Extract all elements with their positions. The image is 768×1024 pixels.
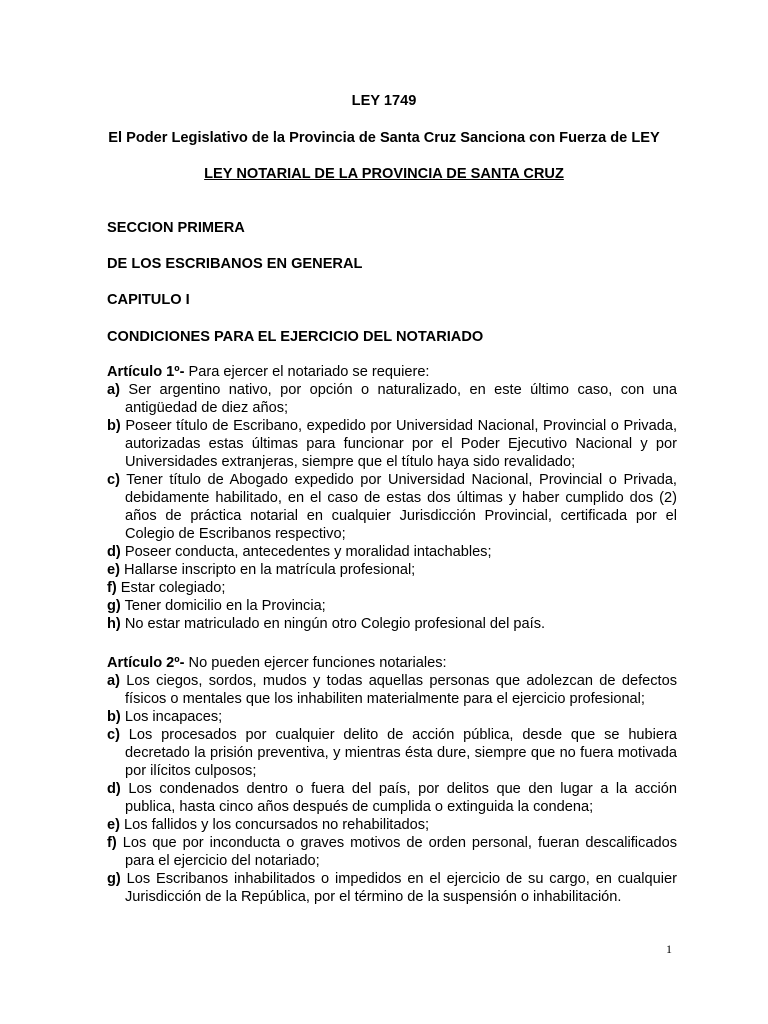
section-heading: SECCION PRIMERA xyxy=(107,220,245,236)
article-1-item-a xyxy=(107,381,677,417)
item-text: Los fallidos y los concursados no rehabilitados; xyxy=(119,817,430,833)
article-2-item-c xyxy=(107,726,677,780)
article-2-item-a xyxy=(107,672,677,708)
article-2 xyxy=(107,654,677,906)
item-letter: f) xyxy=(107,580,117,596)
item-letter: g) xyxy=(107,871,121,887)
article-1-heading xyxy=(107,363,677,381)
article-1-label: Artículo 1º- xyxy=(107,364,185,380)
item-text: Tener título de Abogado expedido por Universidad Nacional, Provincial o Privada, debidamente habilitado, en el caso de estas dos últimas y haber cumplido dos (2) años de práctica notarial en cualquier Jurisdicción Provincial, certificada por el Colegio de Escribanos respectivo; xyxy=(119,472,677,542)
article-2-item-d xyxy=(107,780,677,816)
article-2-heading xyxy=(107,654,677,672)
item-letter: h) xyxy=(107,616,121,632)
item-letter: e) xyxy=(107,817,120,833)
item-text: Los condenados dentro o fuera del país, por delitos que den lugar a la acción publica, hasta cinco años después de cumplida o extinguida la condena; xyxy=(120,781,677,815)
item-text: Los que por inconducta o graves motivos de orden personal, fueran descalificados para el ejercicio del notariado; xyxy=(116,835,677,869)
item-text: Tener domicilio en la Provincia; xyxy=(120,598,326,614)
item-text: Los procesados por cualquier delito de acción pública, desde que se hubiera decretado la prisión preventiva, y mientras ésta dure, siempre que no fuera motivada por ilícitos culposos; xyxy=(119,727,677,779)
item-letter: e) xyxy=(107,562,120,578)
item-text: Ser argentino nativo, por opción o naturalizado, en este último caso, con una antigüedad de diez años; xyxy=(119,382,677,416)
section-title: DE LOS ESCRIBANOS EN GENERAL xyxy=(107,256,363,272)
article-2-item-e xyxy=(107,816,677,834)
item-letter: f) xyxy=(107,835,117,851)
item-letter: a) xyxy=(107,382,120,398)
article-1-item-e xyxy=(107,561,677,579)
item-letter: d) xyxy=(107,544,121,560)
item-text: Estar colegiado; xyxy=(116,580,226,596)
chapter-heading: CAPITULO I xyxy=(107,292,190,308)
article-1-item-b xyxy=(107,417,677,471)
law-number: LEY 1749 xyxy=(351,93,417,109)
sanction-statement: El Poder Legislativo de la Provincia de Santa Cruz Sanciona con Fuerza de LEY xyxy=(108,130,660,146)
item-letter: b) xyxy=(107,709,121,725)
law-title: LEY NOTARIAL DE LA PROVINCIA DE SANTA CRUZ xyxy=(204,166,564,182)
item-letter: g) xyxy=(107,598,121,614)
item-letter: b) xyxy=(107,418,121,434)
item-text: Poseer título de Escribano, expedido por Universidad Nacional, Provincial o Privada, autorizadas estas últimas para funcionar por el Poder Ejecutivo Nacional y por Universidades extranjeras, siempre que el título haya sido revalidado; xyxy=(120,418,677,470)
article-2-item-f xyxy=(107,834,677,870)
article-2-intro: No pueden ejercer funciones notariales: xyxy=(184,655,447,671)
article-2-item-b xyxy=(107,708,677,726)
article-2-item-g xyxy=(107,870,677,906)
article-1-item-d xyxy=(107,543,677,561)
item-text: Poseer conducta, antecedentes y moralidad intachables; xyxy=(120,544,492,560)
item-text: Los Escribanos inhabilitados o impedidos en el ejercicio de su cargo, en cualquier Jurisdicción de la República, por el término de la suspensión o inhabilitación. xyxy=(120,871,677,905)
article-1-item-f xyxy=(107,579,677,597)
item-text: Hallarse inscripto en la matrícula profesional; xyxy=(119,562,416,578)
item-letter: c) xyxy=(107,472,120,488)
item-letter: a) xyxy=(107,673,120,689)
item-text: No estar matriculado en ningún otro Colegio profesional del país. xyxy=(120,616,546,632)
article-1-item-g xyxy=(107,597,677,615)
page-number: 1 xyxy=(666,942,672,956)
article-1-item-h xyxy=(107,615,677,633)
article-1-intro: Para ejercer el notariado se requiere: xyxy=(184,364,430,380)
item-letter: c) xyxy=(107,727,120,743)
article-2-label: Artículo 2º- xyxy=(107,655,185,671)
item-text: Los ciegos, sordos, mudos y todas aquellas personas que adolezcan de defectos físicos o mentales que los inhabiliten materialmente para el ejercicio profesional; xyxy=(119,673,677,707)
article-1 xyxy=(107,363,677,633)
item-text: Los incapaces; xyxy=(120,709,223,725)
article-1-item-c xyxy=(107,471,677,543)
chapter-title: CONDICIONES PARA EL EJERCICIO DEL NOTARIADO xyxy=(107,329,484,345)
item-letter: d) xyxy=(107,781,121,797)
